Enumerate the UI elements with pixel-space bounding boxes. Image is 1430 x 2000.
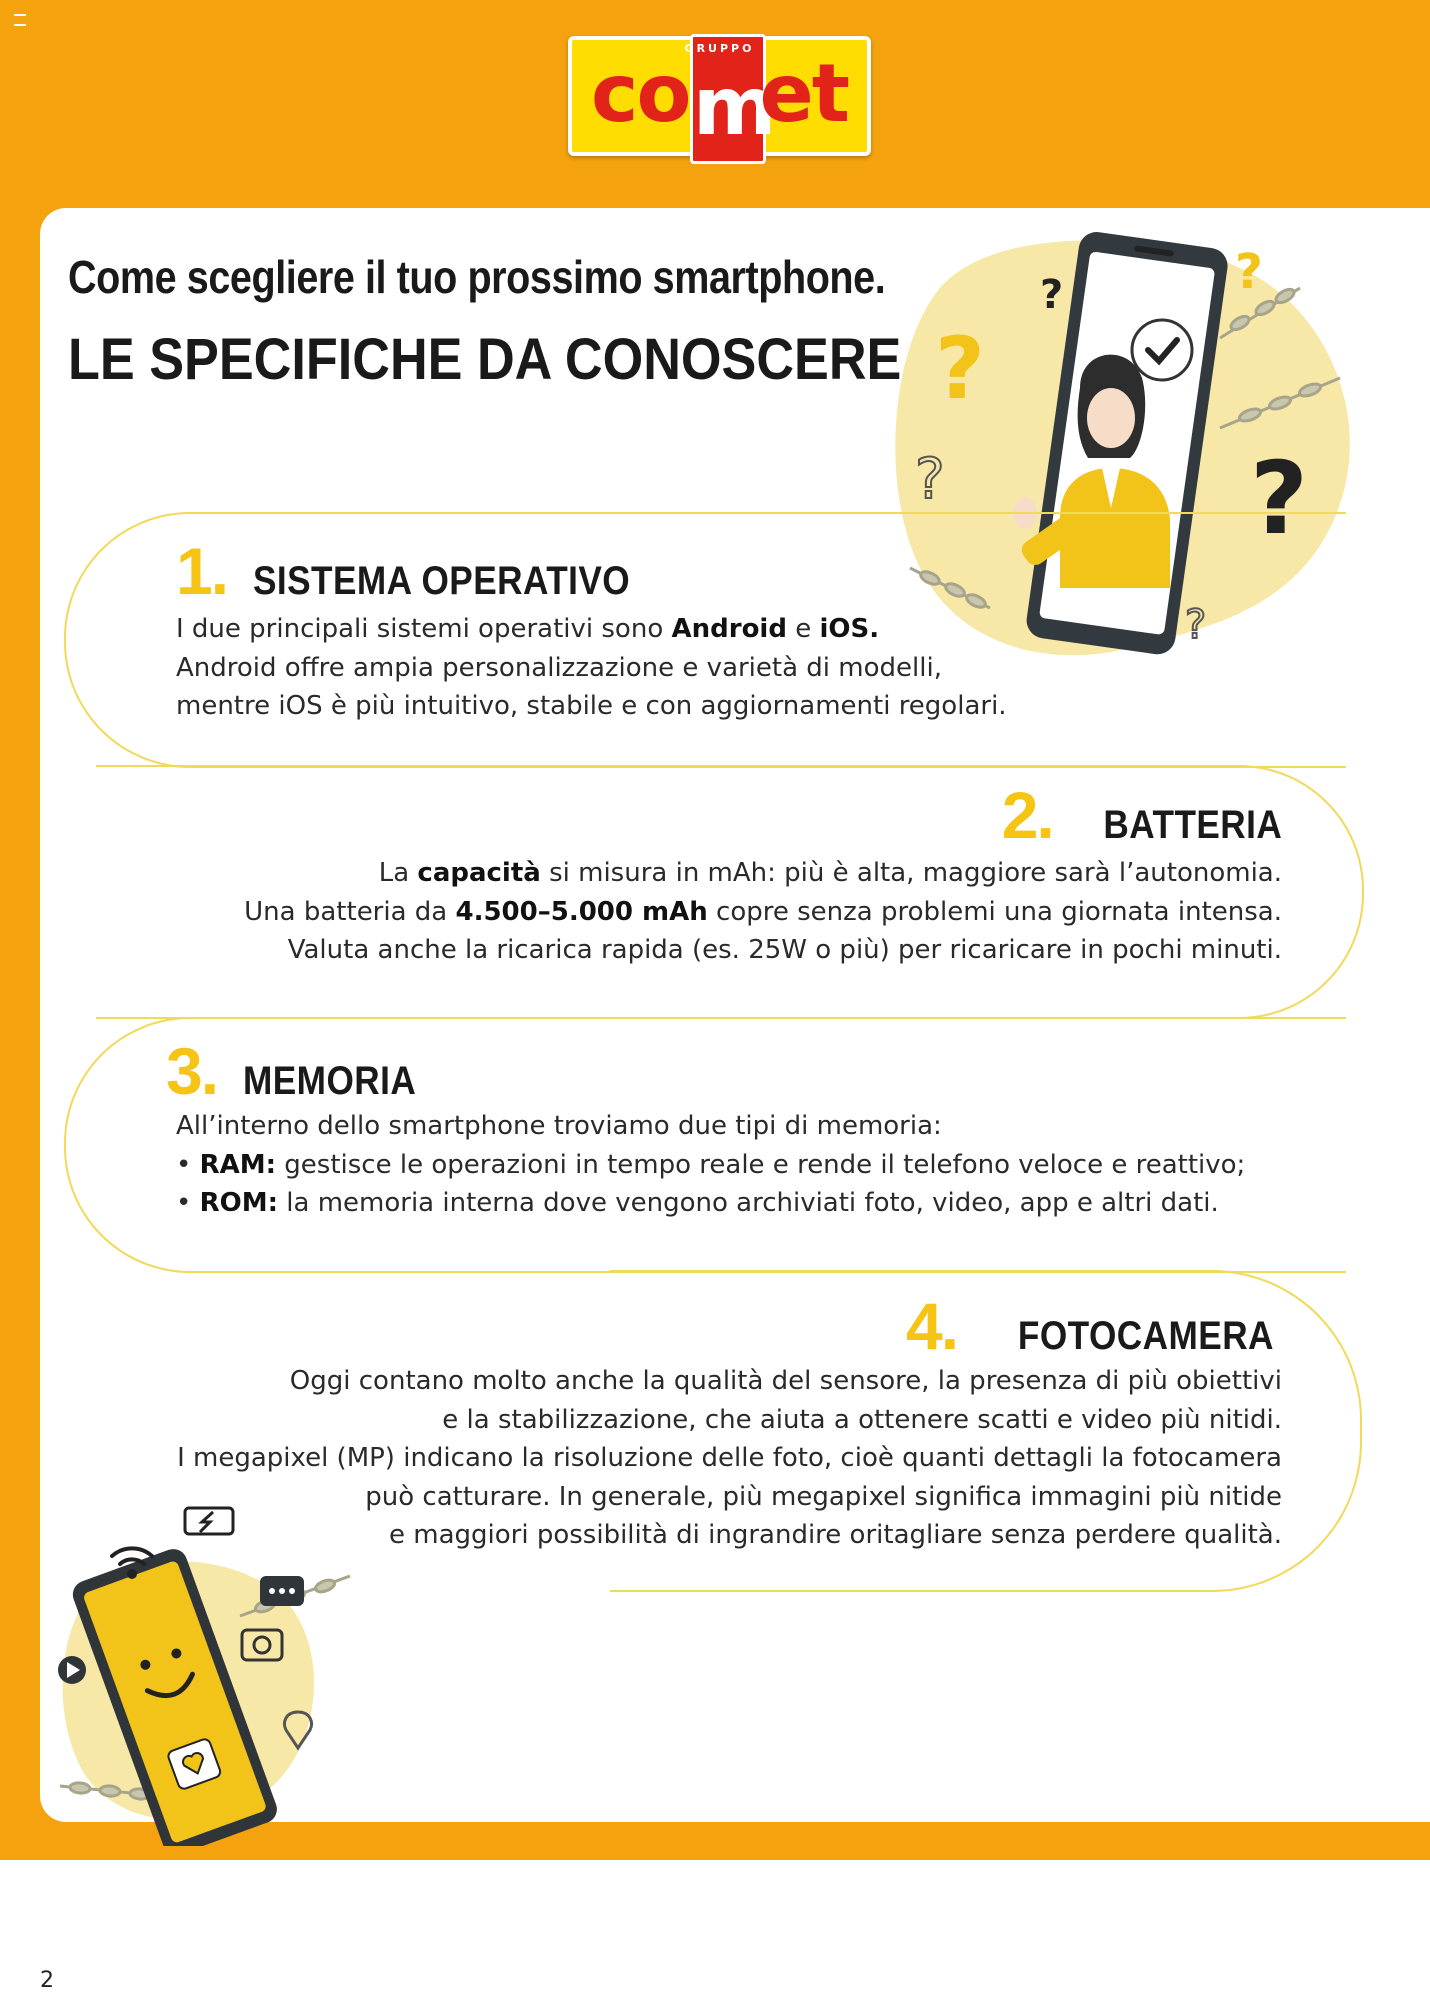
section-2-title: BATTERIA	[1103, 803, 1282, 847]
section-4-line-1: Oggi contano molto anche la qualità del sensore, la presenza di più obiettivi	[289, 1366, 1282, 1396]
svg-text:?: ?	[935, 319, 985, 419]
section-1-line-2: Android offre ampia personalizzazione e varietà di modelli,	[176, 652, 942, 683]
page-number: 2	[40, 1968, 54, 1993]
chat-icon	[260, 1576, 304, 1606]
section-2-text	[182, 854, 1282, 970]
section-1-title: SISTEMA OPERATIVO	[253, 559, 631, 603]
menu-icon[interactable]	[14, 14, 26, 26]
section-2-heading	[1001, 778, 1282, 852]
section-1-number: 1.	[176, 534, 228, 608]
section-4-line-3: I megapixel (MP) indicano la risoluzione delle foto, cioè quanti dettagli la fotocamera	[177, 1443, 1282, 1473]
section-3-line-2: • RAM: gestisce le operazioni in tempo reale e rende il telefono veloce e reattivo;	[176, 1149, 1246, 1180]
section-3-title: MEMORIA	[243, 1059, 417, 1103]
section-3-line-1: All’interno dello smartphone troviamo due tipi di memoria:	[176, 1111, 942, 1141]
svg-text:?: ?	[1250, 440, 1309, 557]
section-4-heading	[906, 1289, 1274, 1363]
logo-m-letter: m	[693, 60, 777, 153]
section-3-number: 3.	[166, 1034, 218, 1108]
section-4-line-4: può catturare. In generale, più megapixel significa immagini più nitide	[365, 1481, 1282, 1512]
section-2-number: 2.	[1001, 778, 1053, 852]
section-1-line-1: I due principali sistemi operativi sono Android e iOS.	[176, 614, 880, 644]
logo-word-pre: co	[591, 47, 690, 140]
page-title: Come scegliere il tuo prossimo smartphone.	[68, 251, 886, 303]
svg-text:?: ?	[1235, 244, 1263, 300]
section-1-heading	[176, 534, 682, 608]
smiley-phone-illustration	[50, 1496, 370, 1846]
section-2-line-1: La capacità si misura in mAh: più è alta, maggiore sarà l’autonomia.	[378, 858, 1282, 888]
section-2-line-2: Una batteria da 4.500–5.000 mAh copre senza problemi una giornata intensa.	[244, 896, 1282, 927]
play-icon	[58, 1656, 86, 1684]
section-3-text	[176, 1107, 1326, 1223]
svg-text:?: ?	[1185, 602, 1207, 648]
section-4-title: FOTOCAMERA	[1017, 1314, 1274, 1358]
svg-text:?: ?	[1040, 272, 1064, 318]
comet-logo	[568, 36, 871, 156]
section-3-heading	[166, 1034, 440, 1108]
svg-text:?: ?	[915, 447, 945, 512]
section-1-line-3: mentre iOS è più intuitivo, stabile e con aggiornamenti regolari.	[176, 691, 1007, 721]
checkmark-icon	[1132, 320, 1192, 380]
battery-charging-icon	[185, 1508, 233, 1534]
section-4-line-5: e maggiori possibilità di ingrandire oritagliare senza perdere qualità.	[389, 1520, 1282, 1550]
section-2-line-3: Valuta anche la ricarica rapida (es. 25W o più) per ricaricare in pochi minuti.	[287, 935, 1282, 965]
section-4-number: 4.	[906, 1289, 958, 1363]
section-3-line-3: • ROM: la memoria interna dove vengono archiviati foto, video, app e altri dati.	[176, 1188, 1219, 1218]
logo-gruppo: GRUPPO	[684, 42, 755, 55]
section-4-line-2: e la stabilizzazione, che aiuta a ottenere scatti e video più nitidi.	[442, 1404, 1282, 1435]
page-subtitle: LE SPECIFICHE DA CONOSCERE	[68, 327, 902, 392]
logo-word-post: et	[759, 47, 848, 140]
section-1-text	[176, 610, 1076, 726]
